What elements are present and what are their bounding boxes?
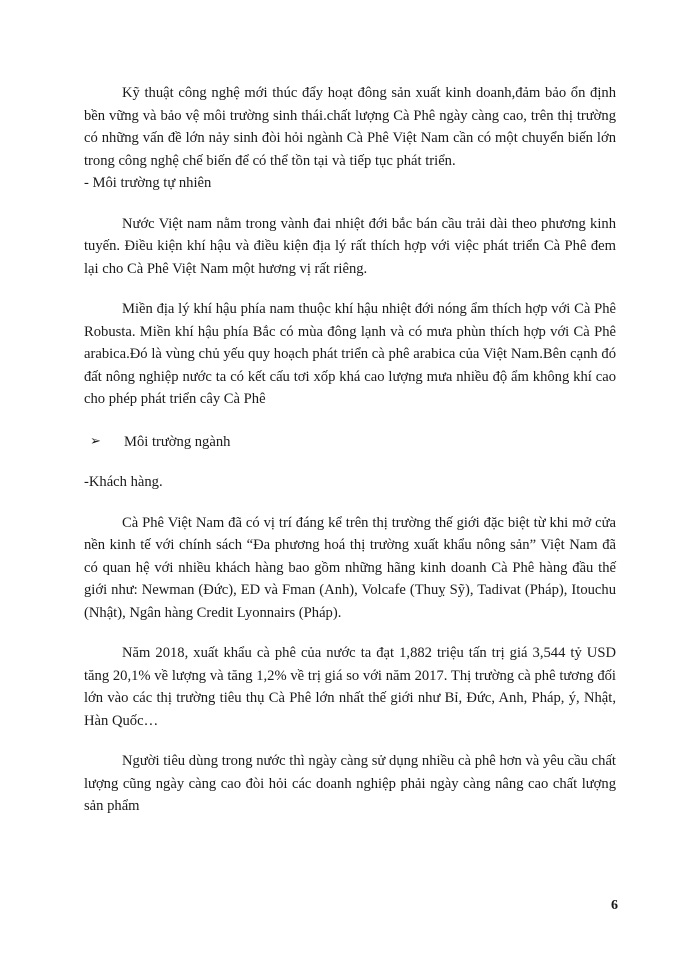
document-body xyxy=(84,82,616,818)
paragraph-climate: Miền địa lý khí hậu phía nam thuộc khí hậu nhiệt đới nóng ẩm thích hợp với Cà Phê Robusta. Miền khí hậu phía Bắc có mùa đông lạnh và có mưa phùn thích hợp với Cà Phê arabica.Đó là vùng chủ yếu quy hoạch phát triển cà phê arabica của Việt Nam.Bên cạnh đó đất nông nghiệp nước ta có kết cấu tơi xốp khá cao lượng mưa nhiều độ ẩm không khí cao cho phép phát triển cây Cà Phê xyxy=(84,301,616,407)
paragraph-domestic-consumers: Người tiêu dùng trong nước thì ngày càng sử dụng nhiều cà phê hơn và yêu cầu chất lượng cũng ngày càng cao đòi hỏi các doanh nghiệp phải ngày càng nâng cao chất lượng sản phẩm xyxy=(84,753,616,814)
paragraph-geography: Nước Việt nam nằm trong vành đai nhiệt đới bắc bán cầu trải dài theo phương kinh tuyến. Điều kiện khí hậu và điều kiện địa lý rất thích hợp với việc phát triển Cà Phê đem lại cho Cà Phê Việt Nam một hương vị rất riêng. xyxy=(84,215,616,277)
paragraph-customers: Cà Phê Việt Nam đã có vị trí đáng kể trên thị trường thế giới đặc biệt từ khi mở cửa nền kinh tế với chính sách “Đa phương hoá thị trường xuất khẩu nông sản” Việt Nam đã có quan hệ với nhiều khách hàng bao gồm những hãng kinh doanh Cà Phê hàng đầu thế giới như: Newman (Đức), ED và Fman (Anh), Volcafe (Thuỵ Sỹ), Tadivat (Pháp), Itouchu (Nhật), Ngân hàng Credit Lyonnairs (Pháp). xyxy=(84,514,616,621)
heading-customers: -Khách hàng. xyxy=(84,474,163,490)
heading-industry-environment: Môi trường ngành xyxy=(124,433,231,450)
paragraph-technology: Kỹ thuật công nghệ mới thúc đẩy hoạt đông sản xuất kinh doanh,đảm bảo ổn định bền vững và bảo vệ môi trường sinh thái.chất lượng Cà Phê ngày càng cao, trên thị trường có những vấn đề lớn nảy sinh đòi hỏi ngành Cà Phê Việt Nam cần có một chuyển biến lớn trong công nghệ chế biến để có thể tồn tại và tiếp tục phát triển. xyxy=(84,85,616,169)
arrow-bullet-icon: ➢ xyxy=(90,433,101,449)
heading-natural-environment: - Môi trường tự nhiên xyxy=(84,175,212,191)
paragraph-exports-2018: Năm 2018, xuất khẩu cà phê của nước ta đạt 1,882 triệu tấn trị giá 3,544 tỷ USD tăng 20,1% về lượng và tăng 1,2% về trị giá so với năm 2017. Thị trường cà phê tương đối lớn vào các thị trường tiêu thụ Cà Phê lớn nhất thế giới như Bỉ, Đức, Anh, Pháp, ý, Nhật, Hàn Quốc… xyxy=(84,645,616,729)
page-number: 6 xyxy=(611,898,618,913)
bullet-industry-environment xyxy=(84,431,616,454)
